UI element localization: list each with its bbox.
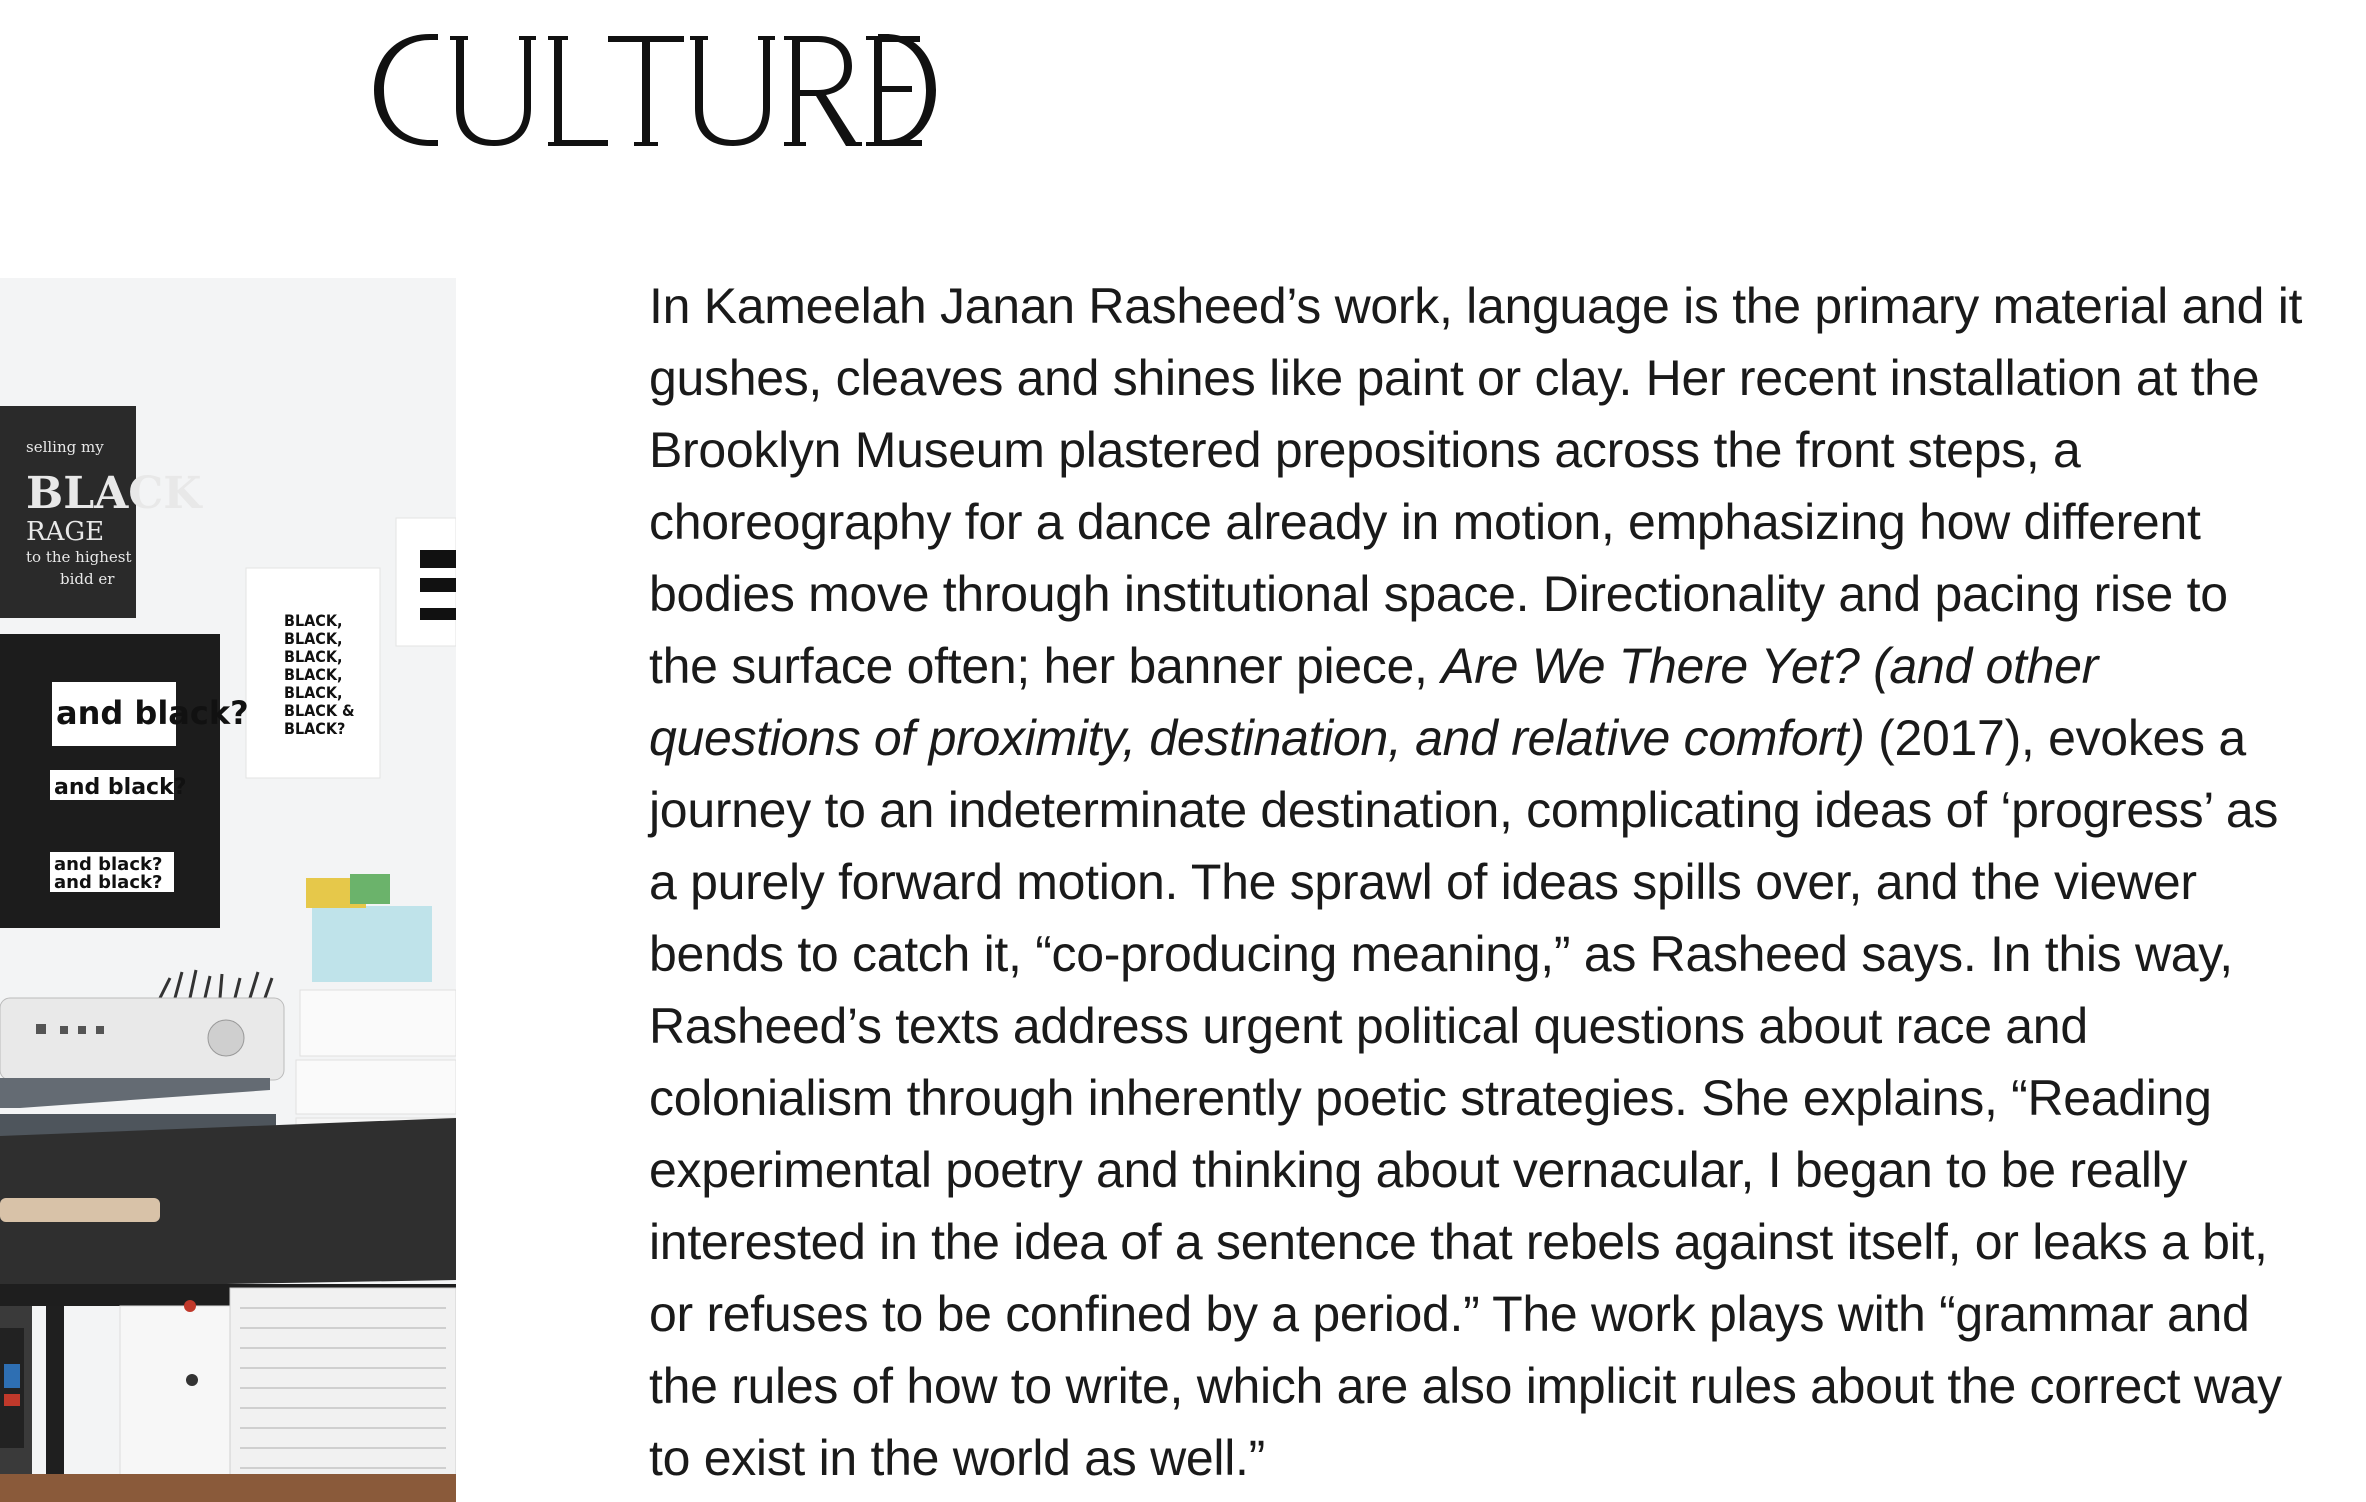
article-line (649, 1206, 2366, 1278)
article-text: choreography for a dance already in motion, emphasizing how different (649, 494, 2201, 550)
article-text: bends to catch it, “co-producing meaning,” as Rasheed says. In this way, (649, 926, 2233, 982)
article-line (649, 1422, 2366, 1494)
logo-wordmark (372, 28, 938, 152)
svg-text:BLACK,: BLACK, (284, 647, 343, 666)
laptop (0, 1198, 160, 1222)
artwork-title-text: questions of proximity, destination, and relative comfort) (649, 710, 1865, 766)
studio-photo-illustration (0, 278, 456, 1502)
poster-text: to the highest (26, 548, 132, 566)
svg-text:BLACK,: BLACK, (284, 611, 343, 630)
svg-text:and black?: and black? (56, 694, 249, 732)
poster-text: selling my (26, 438, 104, 456)
article-body (649, 270, 2366, 1494)
article-text: to exist in the world as well.” (649, 1430, 1265, 1486)
svg-text:and black?: and black? (54, 854, 163, 875)
basket (312, 906, 432, 982)
article-text: gushes, cleaves and shines like paint or clay. Her recent installation at the (649, 350, 2260, 406)
article-line (649, 342, 2366, 414)
cultured-logo[interactable] (372, 28, 938, 152)
svg-text:BLACK?: BLACK? (284, 719, 346, 738)
article-line (649, 1278, 2366, 1350)
article-photo (0, 278, 456, 1502)
article-text: colonialism through inherently poetic strategies. She explains, “Reading (649, 1070, 2212, 1126)
article-text: the surface often; her banner piece, (649, 638, 1442, 694)
article-line (649, 270, 2366, 342)
article-text: bodies move through institutional space. Directionality and pacing rise to (649, 566, 2228, 622)
svg-text:BLACK,: BLACK, (284, 683, 343, 702)
article-text: the rules of how to write, which are also implicit rules about the correct way (649, 1358, 2282, 1414)
article-text: experimental poetry and thinking about vernacular, I began to be really (649, 1142, 2188, 1198)
article-line (649, 486, 2366, 558)
article-line (649, 1062, 2366, 1134)
svg-text:BLACK &: BLACK & (284, 701, 355, 720)
svg-text:BLACK,: BLACK, (284, 629, 343, 648)
article-text: interested in the idea of a sentence that rebels against itself, or leaks a bit, (649, 1214, 2268, 1270)
article-text: (2017), evokes a (1864, 710, 2246, 766)
article-line (649, 702, 2366, 774)
poster-text: BLACK (26, 468, 202, 519)
svg-text:BLACK,: BLACK, (284, 665, 343, 684)
article-text: or refuses to be confined by a period.” The work plays with “grammar and (649, 1286, 2250, 1342)
poster-text: RAGE (26, 517, 105, 547)
article-line (649, 414, 2366, 486)
article-text: a purely forward motion. The sprawl of ideas spills over, and the viewer (649, 854, 2197, 910)
article-line (649, 558, 2366, 630)
article-line (649, 1134, 2366, 1206)
svg-text:and black?: and black? (54, 872, 163, 893)
poster-text: bidd er (60, 570, 115, 588)
article-line (649, 846, 2366, 918)
article-line (649, 918, 2366, 990)
article-text: journey to an indeterminate destination, complicating ideas of ‘progress’ as (649, 782, 2279, 838)
article-line (649, 1350, 2366, 1422)
article-text: Brooklyn Museum plastered prepositions across the front steps, a (649, 422, 2081, 478)
svg-text:and black?: and black? (54, 775, 187, 800)
article-line (649, 630, 2366, 702)
article-line (649, 774, 2366, 846)
article-text: Rasheed’s texts address urgent political questions about race and (649, 998, 2088, 1054)
artwork-title-text: Are We There Yet? (and other (1441, 638, 2099, 694)
article-line (649, 990, 2366, 1062)
article-text: In Kameelah Janan Rasheed’s work, language is the primary material and it (649, 278, 2303, 334)
